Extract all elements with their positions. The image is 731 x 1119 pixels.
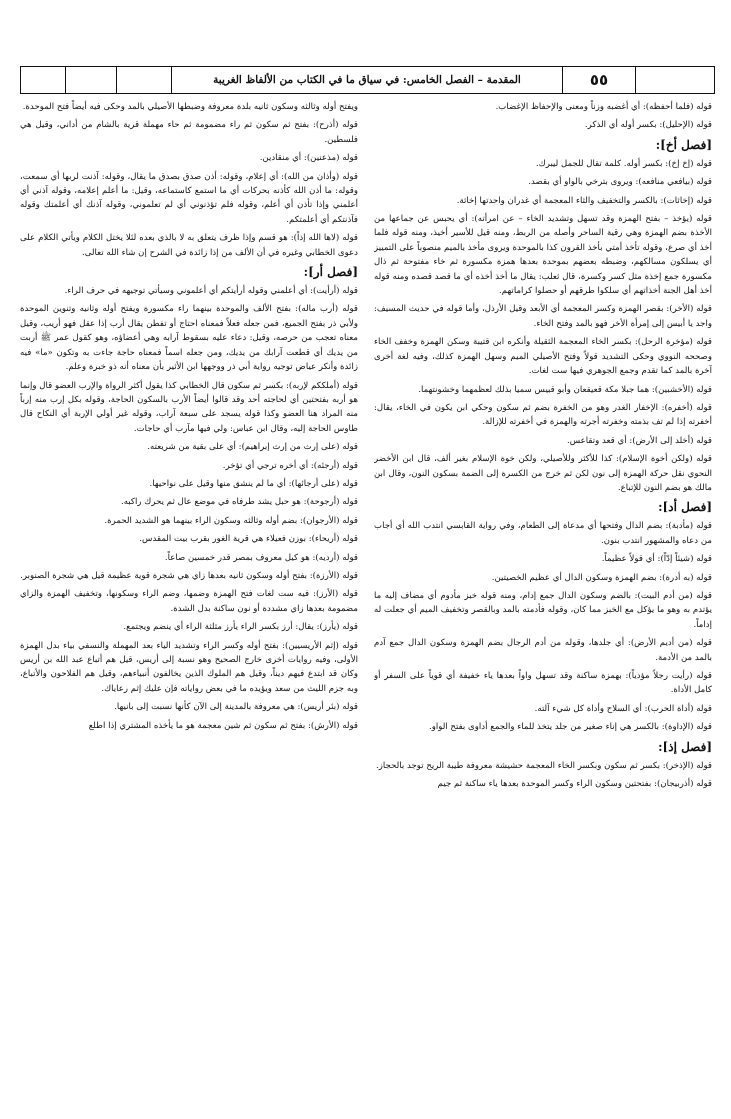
section-heading: [فصل إذ]:: [658, 739, 712, 754]
entry-paragraph: قوله (الأخر): بقصر الهمزة وكسر المعجمة أي الأبعد وقيل الأرذل، وأما قوله في حديث المسيف: واجد يا أبيس إلى إمرأة الأخر فهو بالمد وفتح الخاء.: [374, 304, 712, 329]
entry-paragraph: قوله (أرديه): هو كيل معروف بمصر قدر خمسين صاعاً.: [164, 552, 358, 563]
entry-paragraph: قوله (يأرز): يقال: أرز بكسر الراء يأرز مثلثة الراء أي ينضم ويجتمع.: [123, 622, 358, 633]
entry-paragraph: قوله (وأذان من الله): أي إعلام، وقوله: أذن صدق بصدق ما يقال، وقوله: آذنت لربها أي سمعت، وقوله: ما أذن الله كأذنه بحركات أي ما استمع كاستماعه، وقيل: ما أعلم إعلامه، وقوله آذني أي أعلمني وإذا تأذن أي أعلم، وقوله فلم تؤذنوني أي لم تعلموني، وقوله آذنك أي أعلمتك وقوله فآذنتكم أي أعلمتكم.: [20, 171, 358, 225]
section-heading: [فصل أد]:: [658, 500, 712, 515]
section-heading: [فصل أر]:: [303, 265, 358, 280]
entry-paragraph: قوله (مأدبة): بضم الدال وفتحها أي مدعاة إلى الطعام، وفي رواية القابسي انتدب الله أي أجاب من دعاه والمشهور انتدب بنون.: [374, 521, 712, 546]
entry-paragraph: قوله (من أدم البيت): بالضم وسكون الدال جمع إدام، ومنه قوله خبز مأدوم أي مضاف إليه ما يؤتدم به وهو ما يؤكل مع الخبز مما كان، وقوله فأدمته بالمد وبالقصر وتخفيف الميم أي جعلت له إداماً.: [374, 590, 712, 630]
entry-paragraph: قوله (الأرز): فيه ست لغات فتح الهمزة وضمها، وضم الراء وسكونها، وتخفيف الهمزة والزاي مضمومة بعدها زاي مشددة أو نون ساكنة بدل الشدة.: [20, 589, 358, 614]
header-empty-cell: [117, 67, 172, 93]
right-text-column: [374, 100, 712, 1105]
entry-paragraph: قوله (الأرش): بفتح ثم سكون ثم شين معجمة هو ما يأخذه المشتري إذا اطلع: [88, 720, 358, 731]
entry-paragraph: قوله (أذربيجان): بفتحتين وسكون الراء وكسر الموحدة بعدها ياء ساكنة ثم جيم: [437, 779, 712, 790]
header-empty-cell: [636, 67, 714, 93]
entry-paragraph: قوله (بئر أريس): هي معروفة بالمدينة إلى الآن كأنها نسبت إلى بانيها.: [114, 702, 358, 713]
entry-paragraph: قوله (يؤخذ – بفتح الهمزة وقد تسهل وتشديد الخاء – عن امرأته): أي يحبس عن جماعها من الأخذة بضم الهمزة وهي رقية الساحر وأصله من الربط، ومنه قيل للأسير أخيذ، ومنه قوله فلما أخذ أي صرع، وقوله تأخذ أمتي بأخذ القرون كذا بالموحدة ويروى مأخذ بالميم منصوباً على التمييز أي يسلكون مسالكهم، وضبطه بعضهم بموحدة بعدها همزة مكسورة ثم خاء مفتوحة ثم ذال مكسورة جمع إخذة مثل كسر وكسرة، قال ثعلب: يقال ما أخذ أخذه أي ما قصد قصده ومنه قوله أخذ أهل الجنة أخذاتهم أي سلكوا طرقهم أو حصلوا كراماتهم.: [374, 214, 712, 297]
section-heading: [فصل أخ]:: [655, 137, 712, 152]
entry-paragraph: قوله (مؤخرة الرحل): بكسر الخاء المعجمة الثقيلة وأنكره ابن قتيبة وسكن الهمزة وخفف الخاء وصححه النووي وحكى التشديد قولاً وفتح الأصيلي الميم وسهل الهمزة كذلك، وفيه لغة أخرى آخرة بالمد كما تقدم وجمع الجوهري فيها ست لغات.: [374, 337, 712, 377]
entry-paragraph: قوله (مذعنين): أي منقادين.: [259, 153, 358, 164]
entry-paragraph: قوله (إثم الأريسيين): بفتح أوله وكسر الراء وتشديد الياء بعد المهملة والنسفي بياء بدل الهمزة الأولى، وفيه روايات أخرى خارج الصحيح وهو نسبة إلى أريس، قيل هم أتباع عبد الله بن أريس وكان قد ابتدع فيهم ديناً، وقيل هم الملوك الذين يخالفون أنبياءهم، وقيل هم الفلاحون والأتباع، وبه جزم الليث من سعد ويؤيده ما في بعض رواياته فإن عليك إثم رعاياك.: [20, 640, 358, 694]
entry-paragraph: قوله (فلما أحفظه): أي أغضبه وزناً ومعنى والإحفاظ الإغضاب.: [495, 102, 712, 112]
left-text-column: [20, 100, 358, 1105]
entry-paragraph: قوله (من أديم الأرض): أي جلدها، وقوله من أدم الرجال بضم الهمزة وسكون الدال جمع آدم بالمد من الأدمة.: [374, 638, 712, 663]
page-header: [20, 66, 715, 94]
entry-paragraph: قوله (إخاثات): بالكسر والتخفيف والثاء المعجمة أي غدران واحدتها إخاثة.: [456, 195, 712, 206]
entry-paragraph: قوله (أرجوحة): هو حبل يشد طرفاه في موضع عال ثم يحرك راكبه.: [120, 497, 358, 508]
entry-paragraph: قوله (بيافعي منافعه): ويروى بترخي بالواو أي بقصد.: [528, 177, 712, 188]
entry-paragraph: قوله (شيئاً إدّاً): أي قولاً عظيماً.: [601, 554, 712, 565]
entry-paragraph: قوله (أداة الحرب): أي السلاح وأداة كل شيء آلته.: [534, 703, 712, 714]
entry-paragraph: قوله (أرأيت): أي أعلمني وقوله أرأيتكم أي أعلموني وسيأتي توجيهه في حرف الراء.: [64, 286, 358, 297]
entry-paragraph: قوله (الإحليل): بكسر أوله أي الذكر.: [584, 120, 712, 131]
page-number: ٥٥: [563, 67, 636, 93]
entry-paragraph: قوله (على أرجائها): أي ما لم ينشق منها وقيل على نواحيها.: [149, 478, 358, 489]
entry-paragraph: قوله (الأرجوان): بضم أوله وثالثه وسكون الراء بينهما هو الشديد الحمرة.: [104, 515, 358, 526]
entry-paragraph: قوله (أخلد إلى الأرض): أي قعد وتقاعس.: [566, 435, 712, 446]
entry-paragraph: قوله (به أدرة): بضم الهمزة وسكون الدال أي عظيم الخصيتين.: [491, 572, 712, 583]
entry-paragraph: قوله (أذرح): بفتح ثم سكون ثم راء مضمومة ثم حاء مهملة قرية بالشام من أداني، وقيل هي فلسطين.: [20, 120, 358, 145]
entry-paragraph: قوله (الإذخر): بكسر ثم سكون وبكسر الخاء المعجمة حشيشة معروفة طيبة الريح توجد بالحجاز.: [376, 760, 712, 771]
entry-paragraph: قوله (لاها الله إذاً): هو قسم وإذا ظرف يتعلق به لا بالذي بعده لئلا يختل الكلام ويأتي الكلام على دعوى الخطابي وغيره في أن الألف من إذا زائدة في الشرح إن شاء الله تعالى.: [20, 233, 358, 258]
entry-paragraph: قوله (إخ إخ): بكسر أوله. كلمة تقال للجمل ليبرك.: [535, 158, 712, 169]
entry-paragraph: قوله (أريحاء): بوزن فعيلاء هي قرية الغور بقرب بيت المقدس.: [139, 534, 358, 545]
entry-paragraph: قوله (الإداوة): بالكسر هي إناء صغير من جلد يتخذ للماء والجمع أداوى بفتح الواو.: [428, 722, 712, 733]
entry-paragraph: ويفتح أوله وثالثه وسكون ثانيه بلدة معروفة وضبطها الأصيلي بالمد وحكى فيه أيضاً فتح الموحدة.: [22, 102, 358, 112]
header-empty-cell: [66, 67, 117, 93]
entry-paragraph: قوله (أملككم لإربه): بكسر ثم سكون قال الخطابي كذا يقول أكثر الرواة والإرب العضو قال وإنما هو أربه بفتحتين أي لحاجته أحد وقد قالوا أيضاً الأرب بالسكون الحاجة، وقوله بكل إرب منه إرباً منه المراد هنا العضو وكذا قوله يسجد على سبعة آراب، وقوله غير أولي الإربة أي النكاح قال طاوس الحاجة إليه، وقال ابن عباس: ولي فيها مآرب أي حاجات.: [20, 380, 358, 434]
entry-paragraph: قوله (رأيت رجلاً مؤدياً): بهمزة ساكنة وقد تسهل واواً بعدها ياء خفيفة أي قوياً على السفر أو كامل الأداة.: [374, 671, 712, 696]
entry-paragraph: قوله (أخفره): الإخفار الغدر وهو من الخفرة بضم ثم سكون وحكي ابن يكون في الخاء، يقال: أخفرته إذا لم تف بذمته وخفرته أجرته والهمزة في أخفرته للإزالة.: [374, 402, 712, 428]
entry-paragraph: قوله (الأخشبين): هما جبلا مكة قعيقعان وأبو قبيس سميا بذلك لعظمهما وخشونتهما.: [418, 384, 712, 395]
entry-paragraph: قوله (ولكن أخوة الإسلام): كذا للأكثر وللأصيلي، ولكن خوة الإسلام بغير ألف، قال ابن الأخضر النحوي نقل حركة الهمزة إلى نون لكن ثم خرج من الكسرة إلى الضمة بسكون النون، وقال ابن مالك هو بضم النون للإتباع.: [374, 454, 712, 493]
header-empty-cell: [21, 67, 66, 93]
entry-paragraph: قوله (الأرزة): بفتح أوله وسكون ثانيه بعدها زاي هي شجرة قوية عظيمة قيل هي شجرة الصنوبر.: [20, 570, 358, 581]
entry-paragraph: قوله (أرب ماله): بفتح الألف والموحدة بينهما راء مكسورة ويفتح أوله وثانيه وتنوين الموحدة ولأبي ذر بفتح الجميع، فمن جعله فعلاً فمعناه احتاج أو تفطن يقال أرب إذا عقل فهو أريب، وقيل معناه تعجب من حرصه، وقيل: دعاء عليه بسقوط آرابه وهي أعضاؤه، وهو كقول عمر ﷺ أربت من يديك أي قطعت آرابك من يديك، ومن جعله اسماً فمعناه حاجة جاءت به وتكون «ما» فيه زائدة وأنكر عياض توجيه رواية أبي ذر ووجهها ابن الأثير بأن معناه أنه ذو خبرة وعلم.: [20, 304, 358, 373]
entry-paragraph: قوله (أرجئه): أي أخره ترجي أي تؤخر.: [222, 460, 358, 471]
entry-paragraph: قوله (على إرث من إرث إبراهيم): أي على بقية من شريعته.: [147, 442, 358, 453]
running-title: المقدمة – الفصل الخامس: في سياق ما في الكتاب من الألفاظ الغريبة: [172, 67, 563, 93]
